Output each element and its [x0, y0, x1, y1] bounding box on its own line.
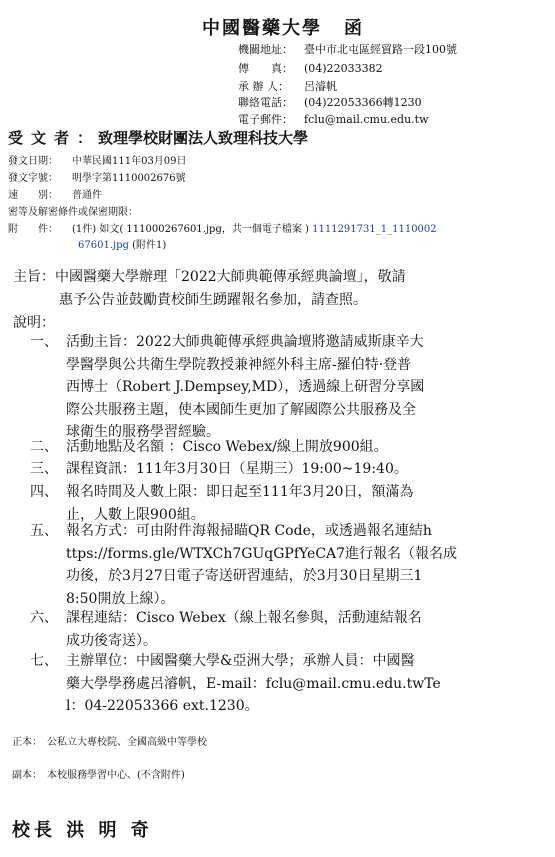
subject-line-2: 惠予公告並鼓勵貴校師生踴躍報名參加，請查照。: [59, 292, 367, 308]
item-line: 活動主旨：2022大師典範傳承經典論壇將邀請威斯康辛大: [66, 334, 424, 350]
subject-label: 主旨：: [13, 269, 55, 285]
item-number: 二、: [30, 439, 58, 455]
recipient: 受文者：致理學校財團法人致理科技大學: [8, 129, 309, 147]
issue-number: 發文字號： 明學字第1110002676號: [8, 173, 186, 184]
item-line: 報名時間及人數上限：即日起至111年3月20日，額滿為: [66, 484, 414, 500]
explanation-item: [30, 458, 500, 481]
attachment-line: 附 件： (1件) 如文( 111000267601.jpg，共一個電子檔案 ) 1111291731_1_1110002: [8, 224, 437, 235]
explanation-label: 說明：: [13, 315, 55, 331]
item-line: l：04-22053366 ext.1230。: [66, 698, 259, 714]
item-line: 主辦單位：中國醫藥大學&亞洲大學；承辦人員：中國醫: [66, 653, 415, 669]
contact-email: 電子郵件： fclu@mail.cmu.edu.tw: [238, 113, 429, 126]
item-number: 一、: [30, 334, 58, 350]
contact-phone: 聯絡電話： (04)22053366轉1230: [238, 96, 422, 109]
contact-fax: 傳 真： (04)22033382: [238, 62, 383, 75]
contact-person: 承 辦 人： 呂濬帆: [238, 80, 337, 93]
item-line: 課程資訊：111年3月30日（星期三）19:00~19:40。: [66, 461, 408, 477]
item-line: 藥大學學務處呂濬帆，E-mail：fclu@mail.cmu.edu.twTe: [66, 675, 441, 692]
issuer-name: 中國醫藥大學: [202, 18, 322, 39]
attachment-link-cont[interactable]: 67601.jpg: [78, 240, 129, 251]
item-number: 四、: [30, 484, 58, 500]
item-line: 功後，於3月27日電子寄送研習連結，於3月30日星期三1: [66, 568, 423, 584]
item-line: ttps://forms.gle/WTXCh7GUqGPfYeCA7進行報名（報名成: [66, 545, 458, 562]
item-number: 五、: [30, 523, 58, 539]
main-recipients: 正本： 公私立大專校院、全國高級中等學校: [12, 737, 207, 748]
explanation-item: [30, 607, 500, 652]
attachment-link[interactable]: 1111291731_1_1110002: [312, 224, 437, 235]
explanation-item: [30, 650, 500, 718]
item-number: 三、: [30, 461, 58, 477]
subject: [13, 266, 533, 312]
item-line: 止，人數上限900組。: [66, 506, 205, 523]
subject-line-1: 中國醫藥大學辦理「2022大師典範傳承經典論壇」，敬請: [55, 269, 406, 285]
explanation-item: [30, 436, 500, 459]
delivery-speed: 速 別： 普通件: [8, 190, 102, 201]
secrecy-label: 密等及解密條件或保密期限：: [8, 207, 138, 218]
document-type: 函: [344, 18, 364, 39]
item-number: 六、: [30, 610, 58, 626]
item-line: 球衛生的服務學習經驗。: [66, 424, 220, 440]
document-title: [202, 14, 364, 40]
copy-recipients: 副本： 本校服務學習中心、(不含附件): [12, 770, 185, 781]
item-line: 西博士（Robert J.Dempsey,MD），透過線上研習分享國: [66, 379, 425, 395]
principal-signature: 校長 洪 明 奇: [12, 820, 153, 841]
item-line: 際公共服務主題，使本國師生更加了解國際公共服務及全: [66, 401, 416, 418]
item-line: 報名方式：可由附件海報掃瞄QR Code，或透過報名連結h: [66, 523, 432, 539]
explanation-item: [30, 520, 500, 610]
item-line: 學醫學與公共衛生學院教授兼神經外科主席-羅伯特·登普: [66, 356, 412, 373]
item-line: 成功後寄送）。: [66, 632, 157, 649]
item-line: 活動地點及名額 ：Cisco Webex/線上開放900組。: [66, 439, 388, 455]
item-line: 8:50開放上線）。: [66, 590, 175, 607]
attachment-line-2: 67601.jpg (附件1): [78, 240, 167, 251]
contact-address: 機關地址： 臺中市北屯區經貿路一段100號: [238, 43, 457, 56]
item-line: 課程連結：Cisco Webex（線上報名參與，活動連結報名: [66, 610, 422, 626]
issue-date: 發文日期： 中華民國111年03月09日: [8, 156, 187, 167]
item-number: 七、: [30, 653, 58, 669]
explanation-item: [30, 331, 500, 444]
